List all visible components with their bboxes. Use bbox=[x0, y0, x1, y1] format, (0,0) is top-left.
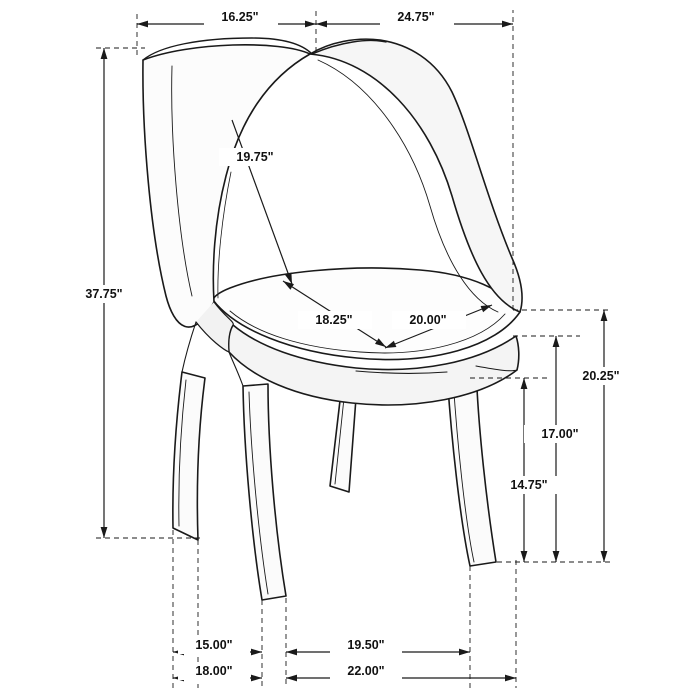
dimension-label-seat-front-width: 19.50" bbox=[347, 638, 385, 652]
dimension-label-top-left-width: 16.25" bbox=[221, 10, 259, 24]
dimension-label-overall-width: 22.00" bbox=[347, 664, 385, 678]
dimension-label-base-depth: 18.00" bbox=[195, 664, 233, 678]
back-left-leg bbox=[173, 372, 205, 540]
dimension-label-overall-height: 37.75" bbox=[85, 287, 123, 301]
dimension-label-back-diagonal: 19.75" bbox=[236, 150, 274, 164]
dimension-label-back-seat-height: 17.00" bbox=[541, 427, 579, 441]
dimension-label-arm-height: 20.25" bbox=[582, 369, 620, 383]
dimension-label-seat-width: 20.00" bbox=[409, 313, 447, 327]
dimension-label-top-right-width: 24.75" bbox=[397, 10, 435, 24]
dimension-label-seat-height: 14.75" bbox=[510, 478, 548, 492]
dimension-label-front-leg-spread: 15.00" bbox=[195, 638, 233, 652]
dimension-label-seat-depth: 18.25" bbox=[315, 313, 353, 327]
